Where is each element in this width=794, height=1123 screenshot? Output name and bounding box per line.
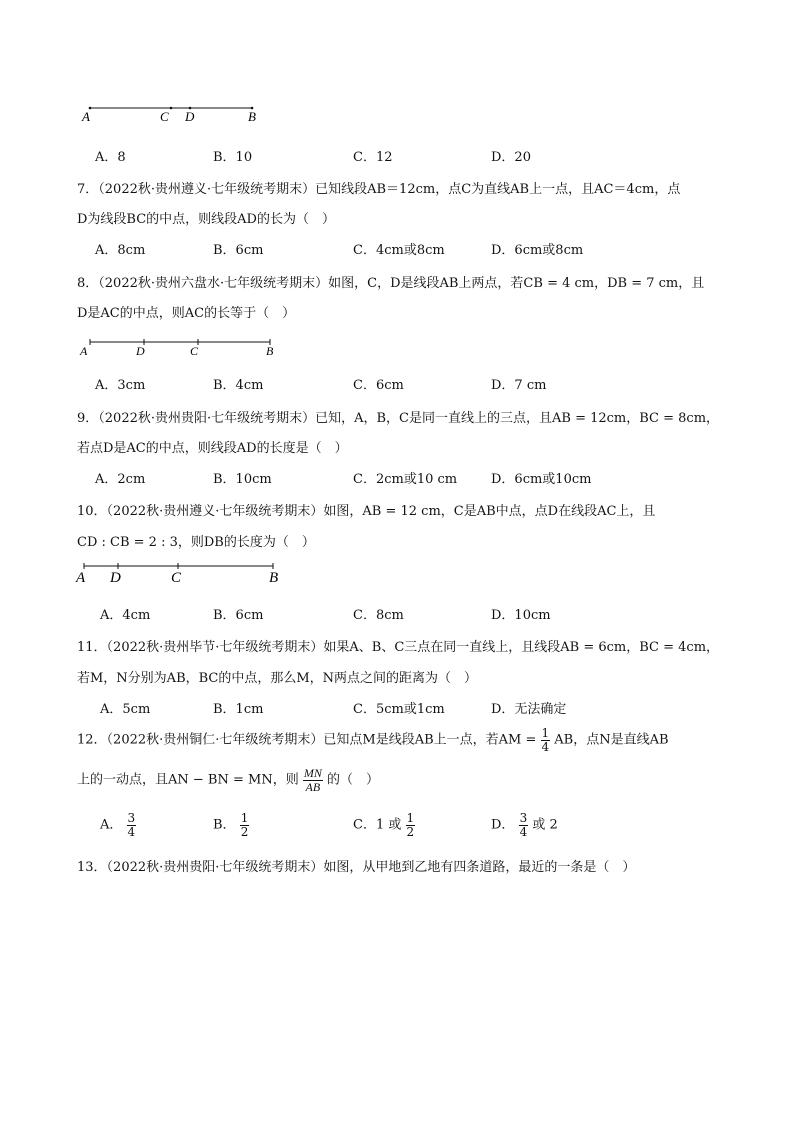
option-suffix: 或 2: [532, 817, 558, 833]
option-fraction: [406, 812, 416, 838]
q6-option-c[interactable]: C．12: [353, 150, 393, 165]
q7-option-c[interactable]: C．4cm或8cm: [353, 243, 445, 258]
q9-option-b[interactable]: B．10cm: [213, 472, 272, 487]
q11-option-b[interactable]: B．1cm: [213, 702, 264, 717]
q7-option-b[interactable]: B．6cm: [213, 243, 264, 258]
q8-option-d[interactable]: D．7 cm: [491, 378, 547, 393]
q12-line1-post: AB，点N是直线AB: [554, 732, 669, 748]
q11-option-c[interactable]: C．5cm或1cm: [353, 702, 445, 717]
q6-option-a[interactable]: A．8: [95, 150, 126, 165]
q8-option-b[interactable]: B．4cm: [213, 378, 264, 393]
q7-option-a[interactable]: A．8cm: [95, 243, 146, 258]
q12-fraction-mn-ab: [303, 767, 323, 793]
label-d: D: [110, 570, 121, 586]
q11-option-a[interactable]: A．5cm: [100, 702, 151, 717]
option-prefix: A．: [100, 817, 123, 833]
option-prefix: B．: [213, 817, 236, 833]
q8-line1: 8．（2022秋·贵州六盘水·七年级统考期末）如图，C，D是线段AB上两点，若CB = 4 cm，DB = 7 cm，且: [77, 276, 705, 291]
frac-denominator: 2: [240, 824, 249, 839]
label-a: A: [82, 109, 90, 124]
label-c: C: [190, 344, 199, 358]
q12-line1: [77, 727, 669, 753]
frac-denominator: 4: [519, 824, 528, 839]
q6-option-d[interactable]: D．20: [491, 150, 531, 165]
frac-numerator: 3: [519, 811, 528, 825]
q9-option-d[interactable]: D．6cm或10cm: [491, 472, 592, 487]
frac-numerator: 3: [127, 811, 136, 825]
q11-line1: 11．（2022秋·贵州毕节·七年级统考期末）如果A、B、C三点在同一直线上，且线段AB = 6cm，BC = 4cm，: [77, 640, 720, 655]
q12-line1-pre: 12．（2022秋·贵州铜仁·七年级统考期末）已知点M是线段AB上一点，若AM =: [77, 732, 537, 748]
q12-option-c[interactable]: [353, 812, 415, 838]
frac-denominator: 2: [406, 824, 415, 839]
option-prefix: D．: [491, 817, 515, 833]
frac-numerator: 1: [541, 726, 550, 740]
option-fraction: [127, 812, 137, 838]
label-d: D: [185, 109, 195, 124]
q6-option-b[interactable]: B．10: [213, 150, 253, 165]
frac-numerator: 1: [406, 811, 415, 825]
option-fraction: [519, 812, 529, 838]
label-a: A: [76, 570, 86, 586]
q10-option-c[interactable]: C．8cm: [353, 608, 404, 623]
q9-option-c[interactable]: C．2cm或10 cm: [353, 472, 458, 487]
q12-fraction-one-quarter: [541, 727, 551, 753]
frac-denominator: 4: [541, 739, 550, 754]
q7-option-d[interactable]: D．6cm或8cm: [491, 243, 584, 258]
option-prefix: C．1 或: [353, 817, 402, 833]
q7-line2: D为线段BC的中点，则线段AD的长为（ ）: [77, 212, 335, 227]
point-c: [170, 107, 173, 110]
q11-option-d[interactable]: D．无法确定: [491, 702, 567, 717]
q8-figure: [78, 335, 288, 361]
q8-line2: D是AC的中点，则AC的长等于（ ）: [77, 306, 296, 321]
q10-line1: 10．（2022秋·贵州遵义·七年级统考期末）如图，AB = 12 cm，C是AB中点，点D在线段AC上，且: [77, 504, 656, 519]
q12-line2-post: 的（ ）: [326, 772, 379, 788]
label-c: C: [171, 570, 182, 586]
q8-option-a[interactable]: A．3cm: [95, 378, 146, 393]
frac-denominator: AB: [305, 779, 321, 794]
q10-line2: CD : CB = 2 : 3，则DB的长度为（ ）: [77, 535, 315, 550]
label-b: B: [248, 109, 256, 124]
q12-option-a[interactable]: [100, 812, 136, 838]
q6-figure: [80, 98, 280, 128]
label-b: B: [269, 570, 279, 586]
q9-line2: 若点D是AC的中点，则线段AD的长度是（ ）: [77, 441, 348, 456]
q12-line2: [77, 767, 379, 793]
frac-numerator: 1: [240, 811, 249, 825]
label-b: B: [266, 344, 274, 358]
q10-option-d[interactable]: D．10cm: [491, 608, 551, 623]
q12-option-d[interactable]: [491, 812, 558, 838]
frac-denominator: 4: [127, 824, 136, 839]
q7-line1: 7．（2022秋·贵州遵义·七年级统考期末）已知线段AB＝12cm，点C为直线AB上一点，且AC＝4cm，点: [77, 182, 681, 197]
q10-figure: [76, 560, 296, 590]
q9-line1: 9．（2022秋·贵州贵阳·七年级统考期末）已知，A，B，C是同一直线上的三点，且AB = 12cm，BC = 8cm，: [77, 411, 720, 426]
label-a: A: [80, 344, 88, 358]
q13-line1: 13．（2022秋·贵州贵阳·七年级统考期末）如图，从甲地到乙地有四条道路，最近的一条是（ ）: [77, 860, 636, 875]
option-fraction: [240, 812, 250, 838]
q10-option-b[interactable]: B．6cm: [213, 608, 264, 623]
label-d: D: [136, 344, 145, 358]
label-c: C: [160, 109, 169, 124]
q8-option-c[interactable]: C．6cm: [353, 378, 404, 393]
q12-line2-pre: 上的一动点，且AN − BN = MN，则: [77, 772, 299, 788]
q9-option-a[interactable]: A．2cm: [95, 472, 146, 487]
q12-option-b[interactable]: [213, 812, 249, 838]
q11-line2: 若M，N分别为AB，BC的中点，那么M，N两点之间的距离为（ ）: [77, 671, 478, 686]
q10-option-a[interactable]: A．4cm: [100, 608, 151, 623]
frac-numerator: MN: [303, 766, 322, 780]
